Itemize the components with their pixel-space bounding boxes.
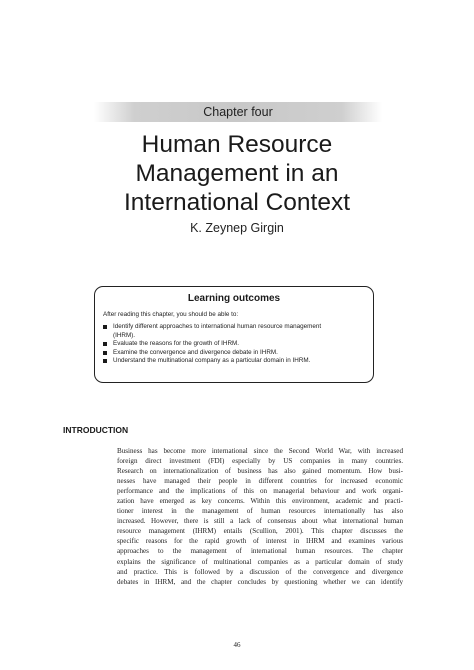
paragraph-line: increased. However, there is still a lack of consensus about what international human [117, 517, 403, 526]
paragraph-line: debates in IHRM, and the chapter concludes by questioning whether we can identify [117, 577, 403, 586]
square-bullet-icon [103, 342, 107, 346]
chapter-label: Chapter four [203, 105, 273, 119]
paragraph-line: approaches to the management of international human resources. The chapter [117, 547, 403, 556]
learning-outcome-item [103, 332, 365, 341]
learning-outcome-text: Evaluate the reasons for the growth of IHRM. [113, 340, 239, 347]
author-name: K. Zeynep Girgin [190, 221, 284, 235]
chapter-title-line: International Context [123, 189, 351, 216]
section-heading: INTRODUCTION [63, 425, 129, 435]
learning-outcome-text: Understand the multinational company as a particular domain in IHRM. [113, 357, 311, 364]
chapter-title-line: Human Resource [141, 131, 333, 158]
paragraph-line: foreign direct investment (FDI) especially by US companies in many countries. [117, 457, 403, 466]
square-bullet-icon [103, 325, 107, 329]
paragraph-line: Research on internationalization of business has also gained momentum. How busi- [117, 467, 403, 476]
paragraph-line: tioner interest in the management of human resources internationally has also [117, 507, 403, 516]
paragraph-line: nesses have managed their people in different countries for increased economic [117, 477, 403, 486]
learning-outcome-text: Examine the convergence and divergence debate in IHRM. [113, 348, 278, 356]
paragraph-line: explains the significance of multinational companies as a particular domain of study [117, 557, 403, 566]
learning-outcome-item [103, 340, 365, 349]
paragraph-line: resource management (IHRM) entails (Scullion, 2001). This chapter discusses the [117, 527, 403, 536]
paragraph-line: zation have emerged as key concerns. Within this environment, academic and practi- [117, 497, 403, 506]
square-bullet-icon [103, 351, 107, 355]
paragraph-line: and practice. This is followed by a discussion of the convergence and divergence [117, 567, 403, 576]
chapter-title [0, 130, 474, 217]
paragraph-line: Business has become more international since the Second World War, with increased [117, 447, 403, 455]
learning-outcomes-intro: After reading this chapter, you should be able to: [103, 311, 239, 318]
learning-outcomes-list [103, 323, 365, 366]
learning-outcome-item [103, 357, 365, 366]
learning-outcome-item [103, 323, 365, 332]
square-bullet-icon [103, 359, 107, 363]
page-number: 46 [233, 641, 241, 649]
chapter-title-line: Management in an [135, 160, 339, 187]
learning-outcome-text: Identify different approaches to international human resource management [113, 323, 322, 330]
learning-outcome-item [103, 349, 365, 358]
learning-outcomes-box [94, 286, 374, 383]
learning-outcome-text: (IHRM). [113, 331, 136, 339]
paragraph-line: specific reasons for the rapid growth of interest in IHRM and examines various [117, 537, 403, 546]
paragraph-line: performance and the implications of this on managerial behaviour and work organi- [117, 487, 403, 496]
chapter-band [94, 102, 382, 122]
introduction-paragraph [117, 446, 403, 587]
learning-outcomes-title: Learning outcomes [187, 293, 281, 304]
